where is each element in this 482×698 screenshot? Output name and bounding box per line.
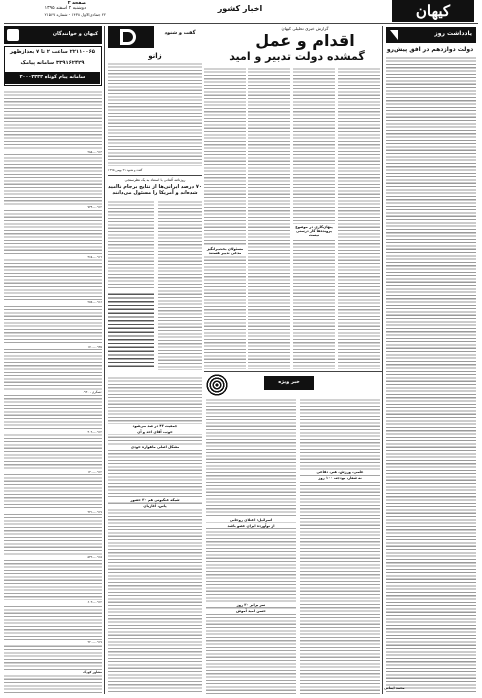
masthead-rule bbox=[4, 23, 478, 24]
section-title: اخبار کشور bbox=[217, 4, 263, 13]
main-col-2 bbox=[293, 67, 335, 369]
bottom-mid-head-4: پاس، آغازیان bbox=[108, 504, 202, 508]
side-header-icon bbox=[7, 29, 19, 41]
side-item-13: مشاور کودک bbox=[4, 670, 102, 674]
column-box-title: زانو bbox=[148, 52, 162, 60]
masthead bbox=[0, 0, 482, 22]
column-box-note: گفت و شنود ۲۱ بهمن ۱۳۹۵ bbox=[108, 168, 143, 172]
footer-author: محمد ایمانی bbox=[384, 686, 405, 690]
side-header bbox=[4, 26, 102, 44]
main-col-4 bbox=[204, 67, 246, 369]
column-box-logo bbox=[108, 26, 154, 48]
side-item-7: ۰۹۱۲---۴۰۹ bbox=[4, 430, 102, 434]
phone-line-3: سامانه پیام کوتاه ۳۰۰۰۳۴۳۴ bbox=[5, 72, 100, 84]
page-number: صفحه ۲ bbox=[67, 1, 86, 6]
subhead-a: پنهان‌کاری در موضوع پرونده‌ها کار درستی نیست bbox=[293, 224, 335, 238]
main-bottom-rule bbox=[204, 371, 382, 372]
bottom-head-6: سر برابر ۳۰ روز bbox=[206, 603, 296, 607]
diary-tag-label: یادداشت روز bbox=[434, 30, 472, 37]
diary-tag bbox=[386, 27, 476, 43]
side-item-9: ۰۹۱۷---۹۳۱ bbox=[4, 510, 102, 514]
main-kicker: گزارش خبری تحلیلی کیهان bbox=[281, 26, 329, 31]
mid-box-col-1 bbox=[158, 200, 202, 370]
side-item-10: ۰۹۱۵---۵۴۲ bbox=[4, 555, 102, 559]
main-col-3 bbox=[248, 67, 290, 369]
side-item-8: ۰۹۱۲---۱۳۰ bbox=[4, 470, 102, 474]
mid-box-title: روزنامه آلمانی با استناد به یک نظرسنجی bbox=[124, 178, 186, 182]
side-item-3: ۰۹۱۹---۴۶۸ bbox=[4, 255, 102, 259]
diary-icon bbox=[390, 30, 398, 40]
side-item-2: ۰۹۱۲---۷۳۴ bbox=[4, 205, 102, 209]
side-phone-box bbox=[4, 46, 102, 86]
bottom-mid-head-3: شبکه عنکبوتی هم ۳۰ حضور bbox=[108, 498, 202, 502]
phone-line-1: ۲۲۱۱۰۰۶۵ ساعت ۲ تا ۷ بعدازظهر bbox=[10, 49, 95, 55]
side-item-5: ۰۹۳۵---۱۷۰ bbox=[4, 345, 102, 349]
date-line: دوشنبه ۲ اسفند ۱۳۹۵ bbox=[44, 6, 86, 11]
subhead-b: مسئولان بحث‌برانگیز مدعی تدبیر هستند bbox=[204, 246, 246, 256]
bottom-head-7: حسن امید آموش bbox=[206, 609, 296, 613]
bottom-head-5: مشکل اصلی ماهواره خودی bbox=[108, 445, 202, 449]
column-box-label: گفت و شنود bbox=[164, 30, 196, 36]
logo: کیهان bbox=[392, 0, 474, 22]
bottom-right-col bbox=[300, 398, 380, 694]
mid-box-highlight bbox=[108, 292, 154, 368]
mid-box-headline: ۷۰ درصد ایرانی‌ها از نتایج برجام ناامید شده‌اند و آمریکا را مسئول می‌دانند bbox=[108, 184, 202, 196]
bottom-mid-head-2: خوب، آقای احد و آن bbox=[108, 430, 202, 434]
main-headline-1: اقدام و عمل bbox=[255, 31, 355, 50]
bottom-head-4: از نوآورده ایران عضو باشد bbox=[206, 524, 296, 528]
bottom-head-3: اسرائیل: اعتلای روحانی bbox=[206, 518, 296, 522]
mid-box-rule-top bbox=[108, 175, 202, 176]
main-headline-2: گمشده دولت تدبیر و امید bbox=[229, 50, 365, 63]
diary-title: دولت دوازدهم در افق پیش‌رو bbox=[386, 46, 474, 53]
left-block-rule bbox=[104, 26, 105, 694]
diary-body bbox=[386, 56, 476, 692]
bottom-tag-label: خبر ویژه bbox=[278, 379, 300, 385]
bottom-head-1: علمی، ورزش، هنر، دفاعی bbox=[300, 470, 380, 474]
bottom-mid-col bbox=[206, 398, 296, 694]
side-item-6: عسگری - ۰۹۳۰ bbox=[4, 390, 102, 394]
column-box-body bbox=[108, 62, 202, 166]
column-rule bbox=[382, 26, 383, 694]
side-item-12: ۰۹۱۷---۹۲۰ bbox=[4, 640, 102, 644]
mid-box-col-2 bbox=[108, 200, 154, 290]
side-header-label: کیهان و خوانندگان bbox=[52, 31, 98, 37]
column-box-tag bbox=[158, 27, 202, 41]
bottom-tag bbox=[264, 376, 314, 390]
side-item-11: ۰۹۱۲---۶۰۳ bbox=[4, 600, 102, 604]
spiral-icon bbox=[206, 374, 228, 396]
side-item-1: ۰۹۱۳---۲۸۸ bbox=[4, 150, 102, 154]
issue-line: ۲۲ جمادی‌الاول ۱۴۳۸ - شماره ۲۱۵۶۷ bbox=[44, 12, 106, 17]
column-box-icon bbox=[120, 29, 136, 45]
main-col-1 bbox=[338, 67, 380, 369]
side-item-4: ۰۹۱۶---۲۸۷ bbox=[4, 300, 102, 304]
bottom-mid-head-1: جمعیت ۴۳ در صد می‌شود bbox=[108, 424, 202, 428]
bottom-head-2: نه شعار، بودجه، ۱۰۰ روز bbox=[300, 476, 380, 480]
phone-line-2: ۳۳۹۱۶۲۴۲۹ سامانه پیامک bbox=[20, 60, 85, 66]
